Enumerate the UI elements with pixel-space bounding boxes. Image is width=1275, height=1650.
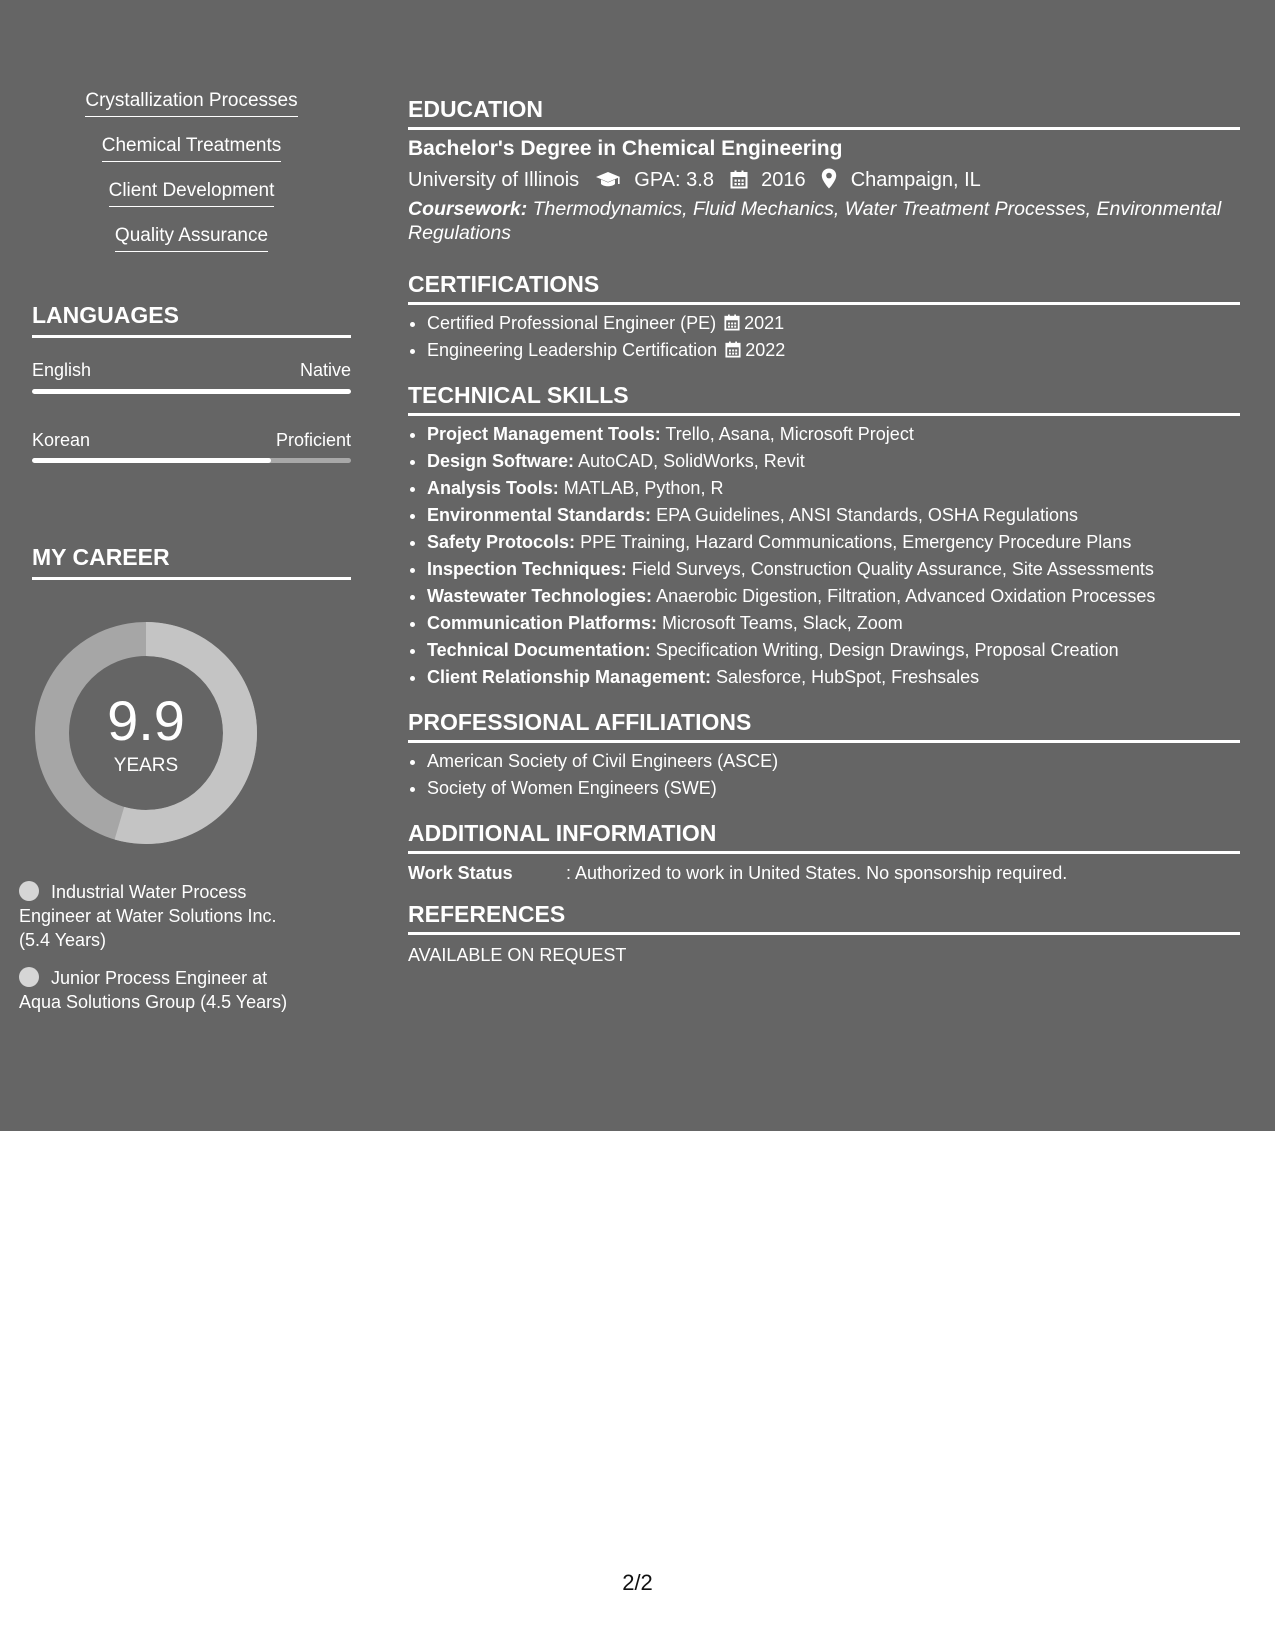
coursework-label: Coursework: xyxy=(408,198,528,220)
graduation-year: 2016 xyxy=(761,169,806,191)
technical-skill-item: • Project Management Tools: Trello, Asana, Microsoft Project xyxy=(427,421,1240,448)
career-item: Junior Process Engineer at Aqua Solutions Group (4.5 Years) xyxy=(19,968,288,1012)
technical-skill-item: • Inspection Techniques: Field Surveys, Construction Quality Assurance, Site Assessments xyxy=(427,556,1240,583)
map-pin-icon xyxy=(821,168,837,189)
certification-name: Certified Professional Engineer (PE) xyxy=(427,313,717,333)
technical-skill-item: • Design Software: AutoCAD, SolidWorks, Revit xyxy=(427,448,1240,475)
technical-skill-item: • Technical Documentation: Specification Writing, Design Drawings, Proposal Creation xyxy=(427,637,1240,664)
education-meta xyxy=(408,167,981,193)
language-row xyxy=(32,429,351,451)
coursework-list: Thermodynamics, Fluid Mechanics, Water Treatment Processes, Environmental Regulations xyxy=(408,198,1222,244)
career-heading: MY CAREER xyxy=(32,543,351,580)
technical-skill-item: • Communication Platforms: Microsoft Teams, Slack, Zoom xyxy=(427,610,1240,637)
work-status-row xyxy=(408,862,1067,884)
gpa: GPA: 3.8 xyxy=(634,169,714,191)
language-name: Korean xyxy=(32,430,91,450)
languages-heading: LANGUAGES xyxy=(32,301,351,338)
graduation-cap-icon xyxy=(595,171,621,189)
work-status-label: Work Status xyxy=(408,863,513,883)
technical-skills-heading: TECHNICAL SKILLS xyxy=(408,381,1240,416)
certifications-list xyxy=(408,310,1240,364)
career-years-unit: YEARS xyxy=(113,755,179,776)
page-number: 2/2 xyxy=(622,1570,653,1595)
technical-skills-list xyxy=(408,421,1240,691)
calendar-icon xyxy=(724,314,740,331)
degree-title: Bachelor's Degree in Chemical Engineering xyxy=(408,137,843,160)
skill-tag: Chemical Treatments xyxy=(32,134,351,162)
career-total-years: 9.9 xyxy=(107,689,185,752)
skill-tag: Crystallization Processes xyxy=(32,89,351,117)
technical-skill-item: • Client Relationship Management: Salesforce, HubSpot, Freshsales xyxy=(427,664,1240,691)
calendar-icon xyxy=(730,170,748,189)
language-name: English xyxy=(32,360,92,380)
school-location: Champaign, IL xyxy=(850,169,981,191)
technical-skill-item: • Safety Protocols: PPE Training, Hazard Communications, Emergency Procedure Plans xyxy=(427,529,1240,556)
certification-item xyxy=(427,337,1240,364)
certification-item xyxy=(427,310,1240,337)
language-proficiency-fill xyxy=(32,389,351,394)
technical-skill-item: • Analysis Tools: MATLAB, Python, R xyxy=(427,475,1240,502)
career-item: Industrial Water Process Engineer at Water Solutions Inc. (5.4 Years) xyxy=(19,882,277,950)
language-row xyxy=(32,359,351,381)
language-level: Native xyxy=(299,360,351,380)
certification-name: Engineering Leadership Certification xyxy=(427,340,718,360)
bullet-dot-icon xyxy=(19,967,39,987)
work-status-value: : Authorized to work in United States. No sponsorship required. xyxy=(566,863,1068,883)
school-name: University of Illinois xyxy=(408,169,580,191)
calendar-icon xyxy=(725,341,741,358)
language-level: Proficient xyxy=(275,430,351,450)
language-proficiency-fill xyxy=(32,458,271,463)
technical-skill-item: • Wastewater Technologies: Anaerobic Digestion, Filtration, Advanced Oxidation Processes xyxy=(427,583,1240,610)
affiliation-item: • Society of Women Engineers (SWE) xyxy=(427,775,1240,802)
certifications-heading: CERTIFICATIONS xyxy=(408,270,1240,305)
skill-tag: Client Development xyxy=(32,179,351,207)
language-proficiency-bar xyxy=(32,389,351,394)
affiliation-item: • American Society of Civil Engineers (ASCE) xyxy=(427,748,1240,775)
affiliations-heading: PROFESSIONAL AFFILIATIONS xyxy=(408,708,1240,743)
coursework xyxy=(408,197,1240,245)
references-heading: REFERENCES xyxy=(408,900,1240,935)
skill-tag: Quality Assurance xyxy=(32,224,351,252)
certification-year: 2022 xyxy=(745,340,786,360)
language-proficiency-bar xyxy=(32,458,351,463)
bullet-dot-icon xyxy=(19,881,39,901)
technical-skill-item: • Environmental Standards: EPA Guidelines, ANSI Standards, OSHA Regulations xyxy=(427,502,1240,529)
affiliations-list xyxy=(408,748,1240,802)
references-text: AVAILABLE ON REQUEST xyxy=(408,945,627,965)
additional-info-heading: ADDITIONAL INFORMATION xyxy=(408,819,1240,854)
certification-year: 2021 xyxy=(744,313,785,333)
education-heading: EDUCATION xyxy=(408,95,1240,130)
